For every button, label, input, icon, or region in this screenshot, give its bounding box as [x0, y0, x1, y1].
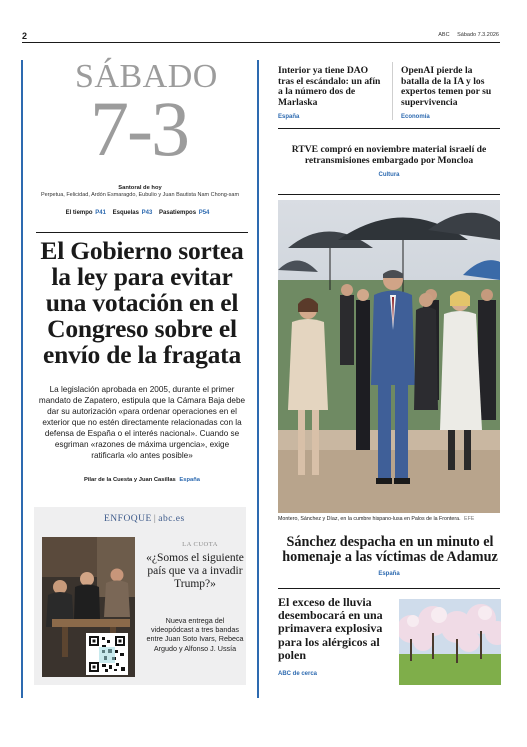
page-number: 2	[22, 31, 28, 41]
index-puzzles-label[interactable]: Pasatiempos	[159, 210, 197, 216]
divider	[278, 128, 500, 129]
story-dao-headline[interactable]: Interior ya tiene DAO tras el escándalo: un afín a la número dos de Marlaska	[278, 65, 381, 109]
story-rtve-section[interactable]: Cultura	[378, 172, 400, 178]
pollen-photo[interactable]	[399, 599, 501, 685]
enfoque-label-left: ENFOQUE	[104, 514, 152, 524]
story-openai-headline[interactable]: OpenAI pierde la batalla de la IA y los expertos temen por su supervivencia	[401, 65, 492, 109]
divider	[278, 588, 500, 589]
main-lead: La legislación aprobada en 2005, durante el primer mandato de Zapatero, estipula que la Cámara Baja debe dar su autorización «para ordenar operaciones en el exterior que no estén directamente relacionadas con la defensa de España o el interés nacional». Cuando se esgriman «razones de máxima urgencia», exige ratificarla «lo antes posible»	[38, 385, 246, 460]
photo-caption	[278, 516, 502, 522]
enfoque-label-right: abc.es	[158, 514, 185, 524]
day-name: SÁBADO	[75, 58, 218, 95]
divider	[36, 232, 248, 233]
podcast-kicker: LA CUOTA	[182, 541, 218, 548]
pollen-section[interactable]: ABC de cerca	[278, 671, 318, 677]
index-obituaries-label[interactable]: Esquelas	[112, 210, 139, 216]
podcast-title[interactable]: «¿Somos el siguiente país que va a invadir Trump?»	[146, 552, 244, 591]
main-byline	[36, 477, 248, 483]
index-weather-label[interactable]: El tiempo	[65, 210, 93, 216]
sanchez-section[interactable]: España	[378, 571, 400, 577]
byline-section[interactable]: España	[179, 477, 201, 483]
podcast-photo-illustration	[42, 537, 135, 677]
saints-title: Santoral de hoy	[118, 185, 162, 191]
photo-caption-text: Montero, Sánchez y Díaz, en la cumbre hispano-lusa en Palos de la Frontera.	[278, 516, 461, 522]
byline-authors: Pilar de la Cuesta y Juan Casillas	[83, 477, 176, 483]
index-puzzles-page[interactable]: P54	[198, 210, 210, 216]
publication-name: ABC	[438, 32, 450, 38]
issue-date: Sábado 7.3.2026	[457, 32, 499, 38]
column-separator	[392, 62, 393, 120]
main-headline[interactable]: El Gobierno sortea la ley para evitar una votación en el Congreso sobre el envío de la fragata	[40, 236, 244, 369]
enfoque-label: ENFOQUE | abc.es	[104, 514, 185, 524]
section-index	[40, 210, 240, 216]
top-rule	[22, 42, 500, 43]
saints-names: Perpetua, Felicidad, Ardón Esmaragdo, Eubulio y Juan Bautista Nam Chong-sam	[40, 192, 240, 198]
accent-bar-left	[21, 60, 23, 698]
main-photo[interactable]	[278, 200, 500, 513]
main-photo-illustration	[278, 200, 500, 513]
story-dao-section[interactable]: España	[278, 114, 300, 120]
sanchez-headline[interactable]: Sánchez despacha en un minuto el homenaje a las víctimas de Adamuz	[282, 534, 498, 566]
photo-credit: EFE	[464, 516, 475, 522]
accent-bar-right	[257, 60, 259, 698]
story-openai-section[interactable]: Economía	[401, 114, 430, 120]
story-rtve-headline[interactable]: RTVE compró en noviembre material israelí de retransmisiones embargado por Moncloa	[291, 144, 487, 166]
index-weather-page[interactable]: P41	[95, 210, 106, 216]
header-meta	[432, 32, 499, 38]
podcast-photo[interactable]	[42, 537, 135, 677]
day-number: 7-3	[90, 85, 188, 172]
podcast-description: Nueva entrega del videopódcast a tres bandas entre Juan Soto Ivars, Rebeca Argudo y Alfonso J. Ussía	[146, 616, 244, 653]
index-obituaries-page[interactable]: P43	[141, 210, 153, 216]
divider	[278, 194, 500, 195]
blossom-trees-illustration	[399, 599, 501, 685]
pollen-headline[interactable]: El exceso de lluvia desembocará en una primavera explosiva para los alérgicos al polen	[278, 595, 383, 662]
